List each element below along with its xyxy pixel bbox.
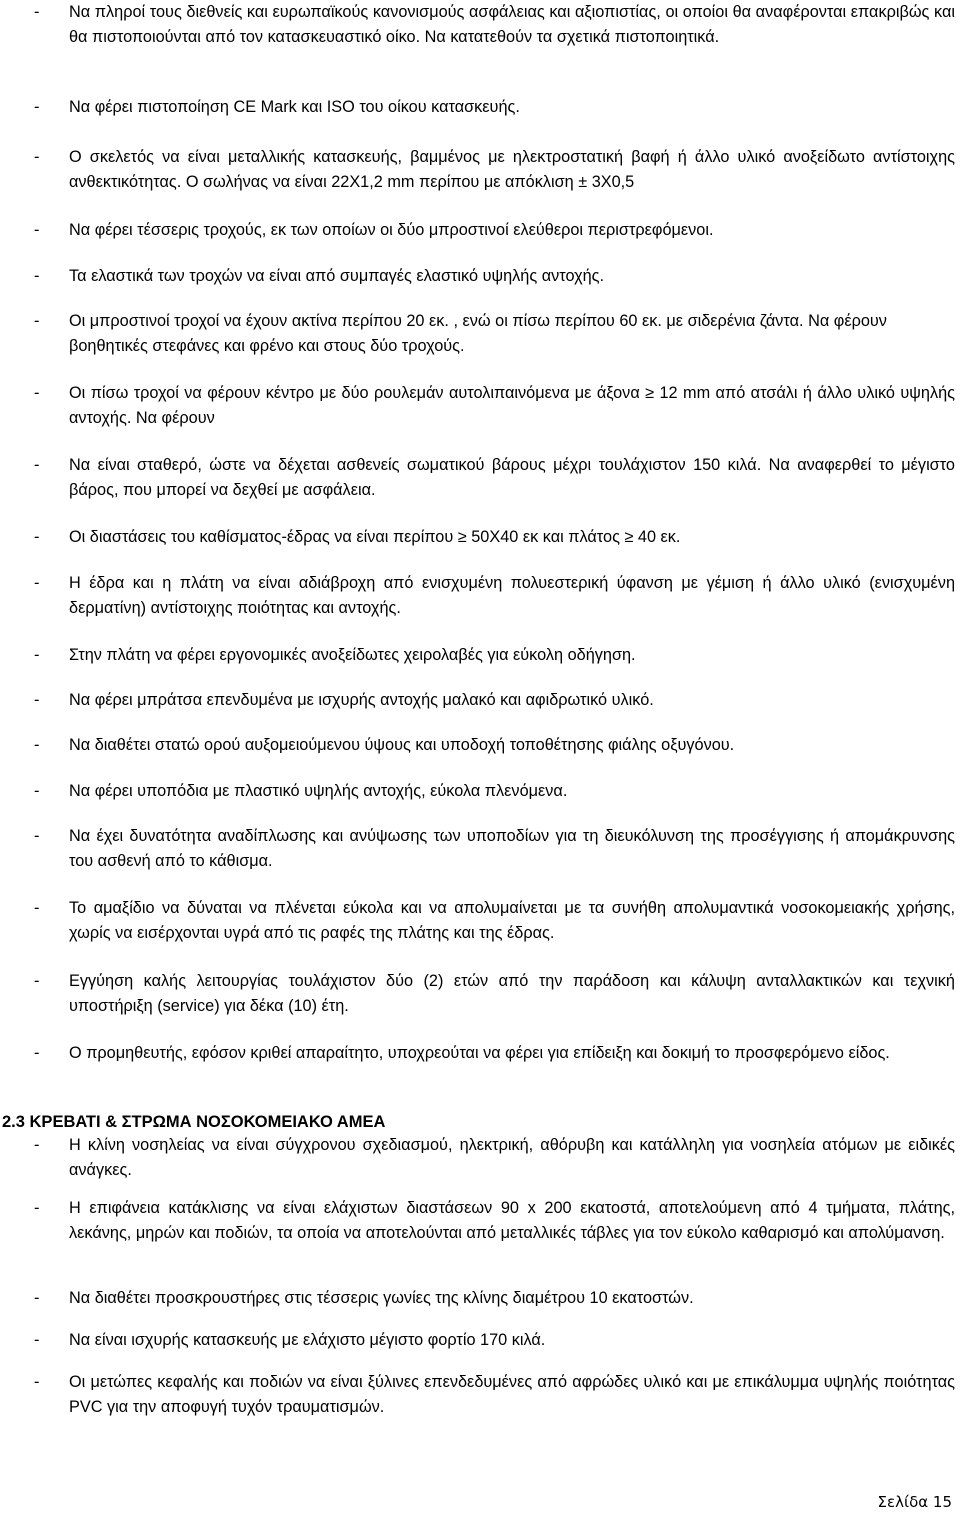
list-bullet: -: [34, 3, 40, 21]
list-bullet: -: [34, 1199, 40, 1217]
list-item-text: Η επιφάνεια κατάκλισης να είναι ελάχιστων διαστάσεων 90 x 200 εκατοστά, αποτελούμενη από 4 τμήματα, πλάτης, λεκάνης, μηρών και ποδιών, τα οποία να αποτελούνται από μεταλλικές τάβλες για τον εύκολο καθαρισμό και απολύμανση.: [69, 1199, 955, 1242]
list-item-text: Το αμαξίδιο να δύναται να πλένεται εύκολα και να απολυμαίνεται με τα συνήθη απολυμαντικά νοσοκομειακής χρήσης, χωρίς να εισέρχονται υγρά από τις ραφές της πλάτης και της έδρας.: [69, 899, 955, 942]
list-bullet: -: [34, 1289, 40, 1307]
list-item-text: Ο προμηθευτής, εφόσον κριθεί απαραίτητο, υποχρεούται να φέρει για επίδειξη και δοκιμή το προσφερόμενο είδος.: [69, 1044, 890, 1062]
list-bullet: -: [34, 574, 40, 592]
list-bullet: -: [34, 691, 40, 709]
list-item-text: Να φέρει μπράτσα επενδυμένα με ισχυρής αντοχής μαλακό και αφιδρωτικό υλικό.: [69, 691, 654, 709]
list-item-text: Εγγύηση καλής λειτουργίας τουλάχιστον δύο (2) ετών από την παράδοση και κάλυψη ανταλλακτικών και τεχνική υποστήριξη (service) για δέκα (10) έτη.: [69, 972, 955, 1015]
list-bullet: -: [34, 221, 40, 239]
list-bullet: -: [34, 1136, 40, 1154]
list-bullet: -: [34, 827, 40, 845]
list-item-text: Να φέρει πιστοποίηση CE Mark και ISO του οίκου κατασκευής.: [69, 98, 520, 116]
list-item-text: Να διαθέτει στατώ ορού αυξομειούμενου ύψους και υποδοχή τοποθέτησης φιάλης οξυγόνου.: [69, 736, 735, 754]
section-heading: 2.3 ΚΡΕΒΑΤΙ & ΣΤΡΩΜΑ ΝΟΣΟΚΟΜΕΙΑΚΟ ΑΜΕΑ: [2, 1113, 386, 1131]
list-bullet: -: [34, 98, 40, 116]
list-item-text: Να έχει δυνατότητα αναδίπλωσης και ανύψωσης των υποποδίων για τη διευκόλυνση της προσέγγισης ή απομάκρυνσης του ασθενή από το κάθισμα.: [69, 827, 955, 870]
list-item-text: Οι πίσω τροχοί να φέρουν κέντρο με δύο ρουλεμάν αυτολιπαινόμενα με άξονα ≥ 12 mm από ατσάλι ή άλλο υλικό υψηλής αντοχής. Να φέρουν: [69, 384, 955, 427]
list-item-text: Να είναι ισχυρής κατασκευής με ελάχιστο μέγιστο φορτίο 170 κιλά.: [69, 1331, 546, 1349]
list-bullet: -: [34, 782, 40, 800]
list-item-text: Η κλίνη νοσηλείας να είναι σύγχρονου σχεδιασμού, ηλεκτρική, αθόρυβη και κατάλληλη για νοσηλεία ατόμων με ειδικές ανάγκες.: [69, 1136, 955, 1179]
list-bullet: -: [34, 1373, 40, 1391]
list-bullet: -: [34, 736, 40, 754]
list-bullet: -: [34, 528, 40, 546]
list-bullet: -: [34, 1331, 40, 1349]
list-item-text: Στην πλάτη να φέρει εργονομικές ανοξείδωτες χειρολαβές για εύκολη οδήγηση.: [69, 646, 636, 664]
list-bullet: -: [34, 972, 40, 990]
list-bullet: -: [34, 384, 40, 402]
list-bullet: -: [34, 267, 40, 285]
list-bullet: -: [34, 899, 40, 917]
list-item-text: Τα ελαστικά των τροχών να είναι από συμπαγές ελαστικό υψηλής αντοχής.: [69, 267, 605, 285]
list-item-text: Οι διαστάσεις του καθίσματος-έδρας να είναι περίπου ≥ 50Χ40 εκ και πλάτος ≥ 40 εκ.: [69, 528, 681, 546]
list-bullet: -: [34, 1044, 40, 1062]
list-item-text: Ο σκελετός να είναι μεταλλικής κατασκευής, βαμμένος με ηλεκτροστατική βαφή ή άλλο υλικό ανοξείδωτο αντίστοιχης ανθεκτικότητας. Ο σωλήνας να είναι 22Χ1,2 mm περίπου με απόκλιση ± 3Χ0,5: [69, 148, 955, 191]
list-item-text: Να διαθέτει προσκρουστήρες στις τέσσερις γωνίες της κλίνης διαμέτρου 10 εκατοστών.: [69, 1289, 694, 1307]
list-item-text: Οι μετώπες κεφαλής και ποδιών να είναι ξύλινες επενδεδυμένες από αφρώδες υλικό και με επικάλυμμα υψηλής ποιότητας PVC για την αποφυγή τυχόν τραυματισμών.: [69, 1373, 955, 1416]
list-bullet: -: [34, 646, 40, 664]
list-bullet: -: [34, 312, 40, 330]
list-bullet: -: [34, 456, 40, 474]
list-item-text: Οι μπροστινοί τροχοί να έχουν ακτίνα περίπου 20 εκ. , ενώ οι πίσω περίπου 60 εκ. με σιδερένια ζάντα. Να φέρουν βοηθητικές στεφάνες και φρένο και στους δύο τροχούς.: [69, 312, 887, 355]
list-item-text: Να φέρει υποπόδια με πλαστικό υψηλής αντοχής, εύκολα πλενόμενα.: [69, 782, 568, 800]
page-number: Σελίδα 15: [877, 1493, 952, 1511]
list-item-text: Η έδρα και η πλάτη να είναι αδιάβροχη από ενισχυμένη πολυεστερική ύφανση με γέμιση ή άλλο υλικό (ενισχυμένη δερματίνη) αντίστοιχης ποιότητας και αντοχής.: [69, 574, 955, 617]
list-bullet: -: [34, 148, 40, 166]
list-item-text: Να φέρει τέσσερις τροχούς, εκ των οποίων οι δύο μπροστινοί ελεύθεροι περιστρεφόμενοι.: [69, 221, 714, 239]
list-item-text: Να είναι σταθερό, ώστε να δέχεται ασθενείς σωματικού βάρους μέχρι τουλάχιστον 150 κιλά. Να αναφερθεί το μέγιστο βάρος, που μπορεί να δεχθεί με ασφάλεια.: [69, 456, 955, 499]
list-item-text: Να πληροί τους διεθνείς και ευρωπαϊκούς κανονισμούς ασφάλειας και αξιοπιστίας, οι οποίοι θα αναφέρονται επακριβώς και θα πιστοποιούνται από τον κατασκευαστικό οίκο. Να κατατεθούν τα σχετικά πιστοποιητικά.: [69, 3, 955, 46]
